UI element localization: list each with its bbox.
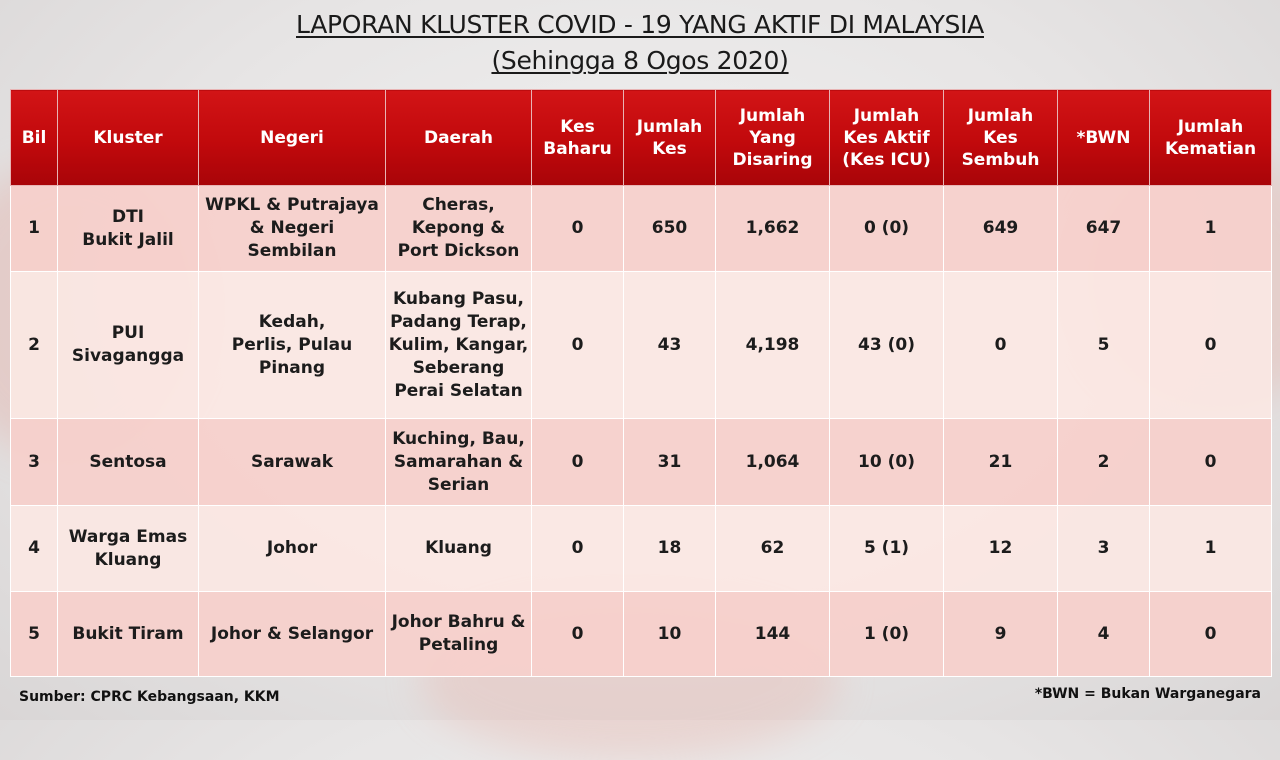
cell-line: Petaling bbox=[418, 635, 499, 655]
cell-bil: 1 bbox=[11, 186, 58, 272]
cell-kes-aktif-icu: 5 (1) bbox=[830, 506, 944, 592]
cell-line: Baharu bbox=[543, 138, 612, 159]
cell-daerah bbox=[386, 592, 532, 677]
cell-line: Warga Emas bbox=[68, 526, 188, 547]
cell-line: Kedah, bbox=[258, 311, 326, 332]
table-row bbox=[11, 419, 1272, 506]
report-subtitle-date: (Sehingga 8 Ogos 2020) bbox=[491, 46, 789, 75]
cell-line: Sentosa bbox=[89, 451, 167, 472]
cell-bwn: 4 bbox=[1058, 592, 1150, 677]
cell-line: Kes Aktif bbox=[843, 127, 930, 148]
cell-bil: 3 bbox=[11, 419, 58, 506]
cell-line: Kes bbox=[560, 116, 595, 137]
cell-line: Kematian bbox=[1164, 138, 1257, 159]
cell-kluster bbox=[58, 592, 199, 677]
cell-line: Negeri bbox=[260, 127, 324, 148]
cell-line: Kubang Pasu, bbox=[393, 288, 524, 309]
cell-daerah bbox=[386, 419, 532, 506]
cell-negeri bbox=[199, 186, 386, 272]
cell-kes-baharu: 0 bbox=[532, 272, 624, 419]
cell-line: Jumlah bbox=[739, 105, 806, 126]
cell-bil: 4 bbox=[11, 506, 58, 592]
cell-line: *BWN bbox=[1076, 127, 1131, 148]
cell-bwn: 2 bbox=[1058, 419, 1150, 506]
cell-line: Jumlah bbox=[1177, 116, 1244, 137]
cluster-table bbox=[10, 89, 1272, 677]
header-bil bbox=[11, 90, 58, 186]
cell-jumlah-disaring: 144 bbox=[716, 592, 830, 677]
cell-kes-sembuh: 21 bbox=[944, 419, 1058, 506]
header-negeri bbox=[199, 90, 386, 186]
cell-jumlah-kes: 31 bbox=[624, 419, 716, 506]
table-row bbox=[11, 592, 1272, 677]
cell-line: WPKL & Putrajaya bbox=[205, 195, 379, 215]
table-header-row bbox=[11, 90, 1272, 186]
cell-line: Perlis, Pulau bbox=[231, 334, 353, 355]
cell-line: Kuching, Bau, bbox=[392, 428, 525, 449]
cell-line: Kes bbox=[983, 127, 1018, 148]
cell-line: Padang Terap, bbox=[390, 311, 527, 332]
cell-kes-sembuh: 649 bbox=[944, 186, 1058, 272]
cell-kematian: 1 bbox=[1150, 506, 1272, 592]
cell-line: Kulim, Kangar, bbox=[388, 334, 529, 355]
cell-line: Johor bbox=[266, 538, 318, 558]
header-kematian bbox=[1150, 90, 1272, 186]
header-kes-baharu bbox=[532, 90, 624, 186]
cell-line: Serian bbox=[427, 474, 490, 495]
header-kes-sembuh bbox=[944, 90, 1058, 186]
table-row bbox=[11, 272, 1272, 419]
table-row bbox=[11, 506, 1272, 592]
cell-jumlah-kes: 18 bbox=[624, 506, 716, 592]
cell-jumlah-disaring: 1,064 bbox=[716, 419, 830, 506]
cell-line: Bukit Tiram bbox=[72, 623, 184, 644]
cell-negeri bbox=[199, 506, 386, 592]
cell-line: Kluang bbox=[94, 549, 162, 570]
header-kluster bbox=[58, 90, 199, 186]
cell-kematian: 1 bbox=[1150, 186, 1272, 272]
cell-kes-baharu: 0 bbox=[532, 506, 624, 592]
cell-kes-baharu: 0 bbox=[532, 186, 624, 272]
cell-kes-aktif-icu: 1 (0) bbox=[830, 592, 944, 677]
cell-kes-aktif-icu: 10 (0) bbox=[830, 419, 944, 506]
cell-kes-sembuh: 0 bbox=[944, 272, 1058, 419]
cell-line: Sembilan bbox=[247, 241, 337, 261]
table-row bbox=[11, 186, 1272, 272]
header-jumlah-disaring bbox=[716, 90, 830, 186]
cell-kluster bbox=[58, 419, 199, 506]
cell-kes-aktif-icu: 0 (0) bbox=[830, 186, 944, 272]
cell-negeri bbox=[199, 419, 386, 506]
cell-line: Bil bbox=[21, 127, 47, 148]
cell-line: Jumlah bbox=[967, 105, 1034, 126]
header-jumlah-kes bbox=[624, 90, 716, 186]
cell-line: Cheras, bbox=[422, 195, 495, 215]
cell-jumlah-kes: 650 bbox=[624, 186, 716, 272]
cell-line: Pinang bbox=[258, 357, 326, 378]
cell-kematian: 0 bbox=[1150, 592, 1272, 677]
cell-daerah bbox=[386, 506, 532, 592]
cell-bil: 5 bbox=[11, 592, 58, 677]
cell-jumlah-disaring: 62 bbox=[716, 506, 830, 592]
cell-line: Sivagangga bbox=[71, 346, 185, 366]
cell-kes-sembuh: 12 bbox=[944, 506, 1058, 592]
cell-kluster bbox=[58, 506, 199, 592]
cell-daerah bbox=[386, 272, 532, 419]
cell-line: Kluang bbox=[425, 538, 492, 558]
cell-bwn: 647 bbox=[1058, 186, 1150, 272]
cell-line: PUI bbox=[111, 323, 145, 343]
cell-daerah bbox=[386, 186, 532, 272]
cell-line: Jumlah bbox=[636, 116, 703, 137]
cell-line: (Kes ICU) bbox=[842, 149, 931, 170]
cell-line: Port Dickson bbox=[397, 241, 520, 261]
cell-bwn: 3 bbox=[1058, 506, 1150, 592]
cell-line: Samarahan & bbox=[393, 451, 524, 472]
cell-line: Jumlah bbox=[853, 105, 920, 126]
cell-line: Johor Bahru & bbox=[391, 612, 526, 632]
cell-line: Seberang bbox=[412, 357, 505, 378]
cell-kes-baharu: 0 bbox=[532, 419, 624, 506]
cell-jumlah-disaring: 4,198 bbox=[716, 272, 830, 419]
cell-line: Perai Selatan bbox=[394, 380, 523, 401]
cell-kes-sembuh: 9 bbox=[944, 592, 1058, 677]
cell-bwn: 5 bbox=[1058, 272, 1150, 419]
cell-jumlah-kes: 43 bbox=[624, 272, 716, 419]
cell-line: Sembuh bbox=[961, 149, 1040, 170]
report-title: LAPORAN KLUSTER COVID - 19 YANG AKTIF DI MALAYSIA bbox=[296, 10, 984, 39]
header-daerah bbox=[386, 90, 532, 186]
header-bwn bbox=[1058, 90, 1150, 186]
cell-line: Kepong & bbox=[411, 218, 506, 238]
bwn-footnote: *BWN = Bukan Warganegara bbox=[1034, 686, 1261, 702]
cell-jumlah-disaring: 1,662 bbox=[716, 186, 830, 272]
cell-line: Disaring bbox=[732, 149, 813, 170]
cell-kematian: 0 bbox=[1150, 419, 1272, 506]
cell-kematian: 0 bbox=[1150, 272, 1272, 419]
cell-kes-baharu: 0 bbox=[532, 592, 624, 677]
source-note: Sumber: CPRC Kebangsaan, KKM bbox=[19, 689, 280, 705]
cell-kluster bbox=[58, 272, 199, 419]
cell-line: Daerah bbox=[423, 127, 494, 148]
cell-bil: 2 bbox=[11, 272, 58, 419]
cell-line: & Negeri bbox=[249, 218, 335, 238]
cell-line: Sarawak bbox=[250, 451, 334, 472]
cell-kluster bbox=[58, 186, 199, 272]
cell-kes-aktif-icu: 43 (0) bbox=[830, 272, 944, 419]
cell-line: Bukit Jalil bbox=[82, 229, 174, 250]
cell-line: Johor & Selangor bbox=[210, 623, 374, 644]
cell-line: Kes bbox=[652, 138, 687, 159]
header-kes-aktif-icu bbox=[830, 90, 944, 186]
cell-negeri bbox=[199, 592, 386, 677]
cell-negeri bbox=[199, 272, 386, 419]
cell-jumlah-kes: 10 bbox=[624, 592, 716, 677]
cell-line: Yang bbox=[749, 127, 796, 148]
cell-line: DTI bbox=[111, 206, 145, 227]
cell-line: Kluster bbox=[93, 127, 163, 148]
